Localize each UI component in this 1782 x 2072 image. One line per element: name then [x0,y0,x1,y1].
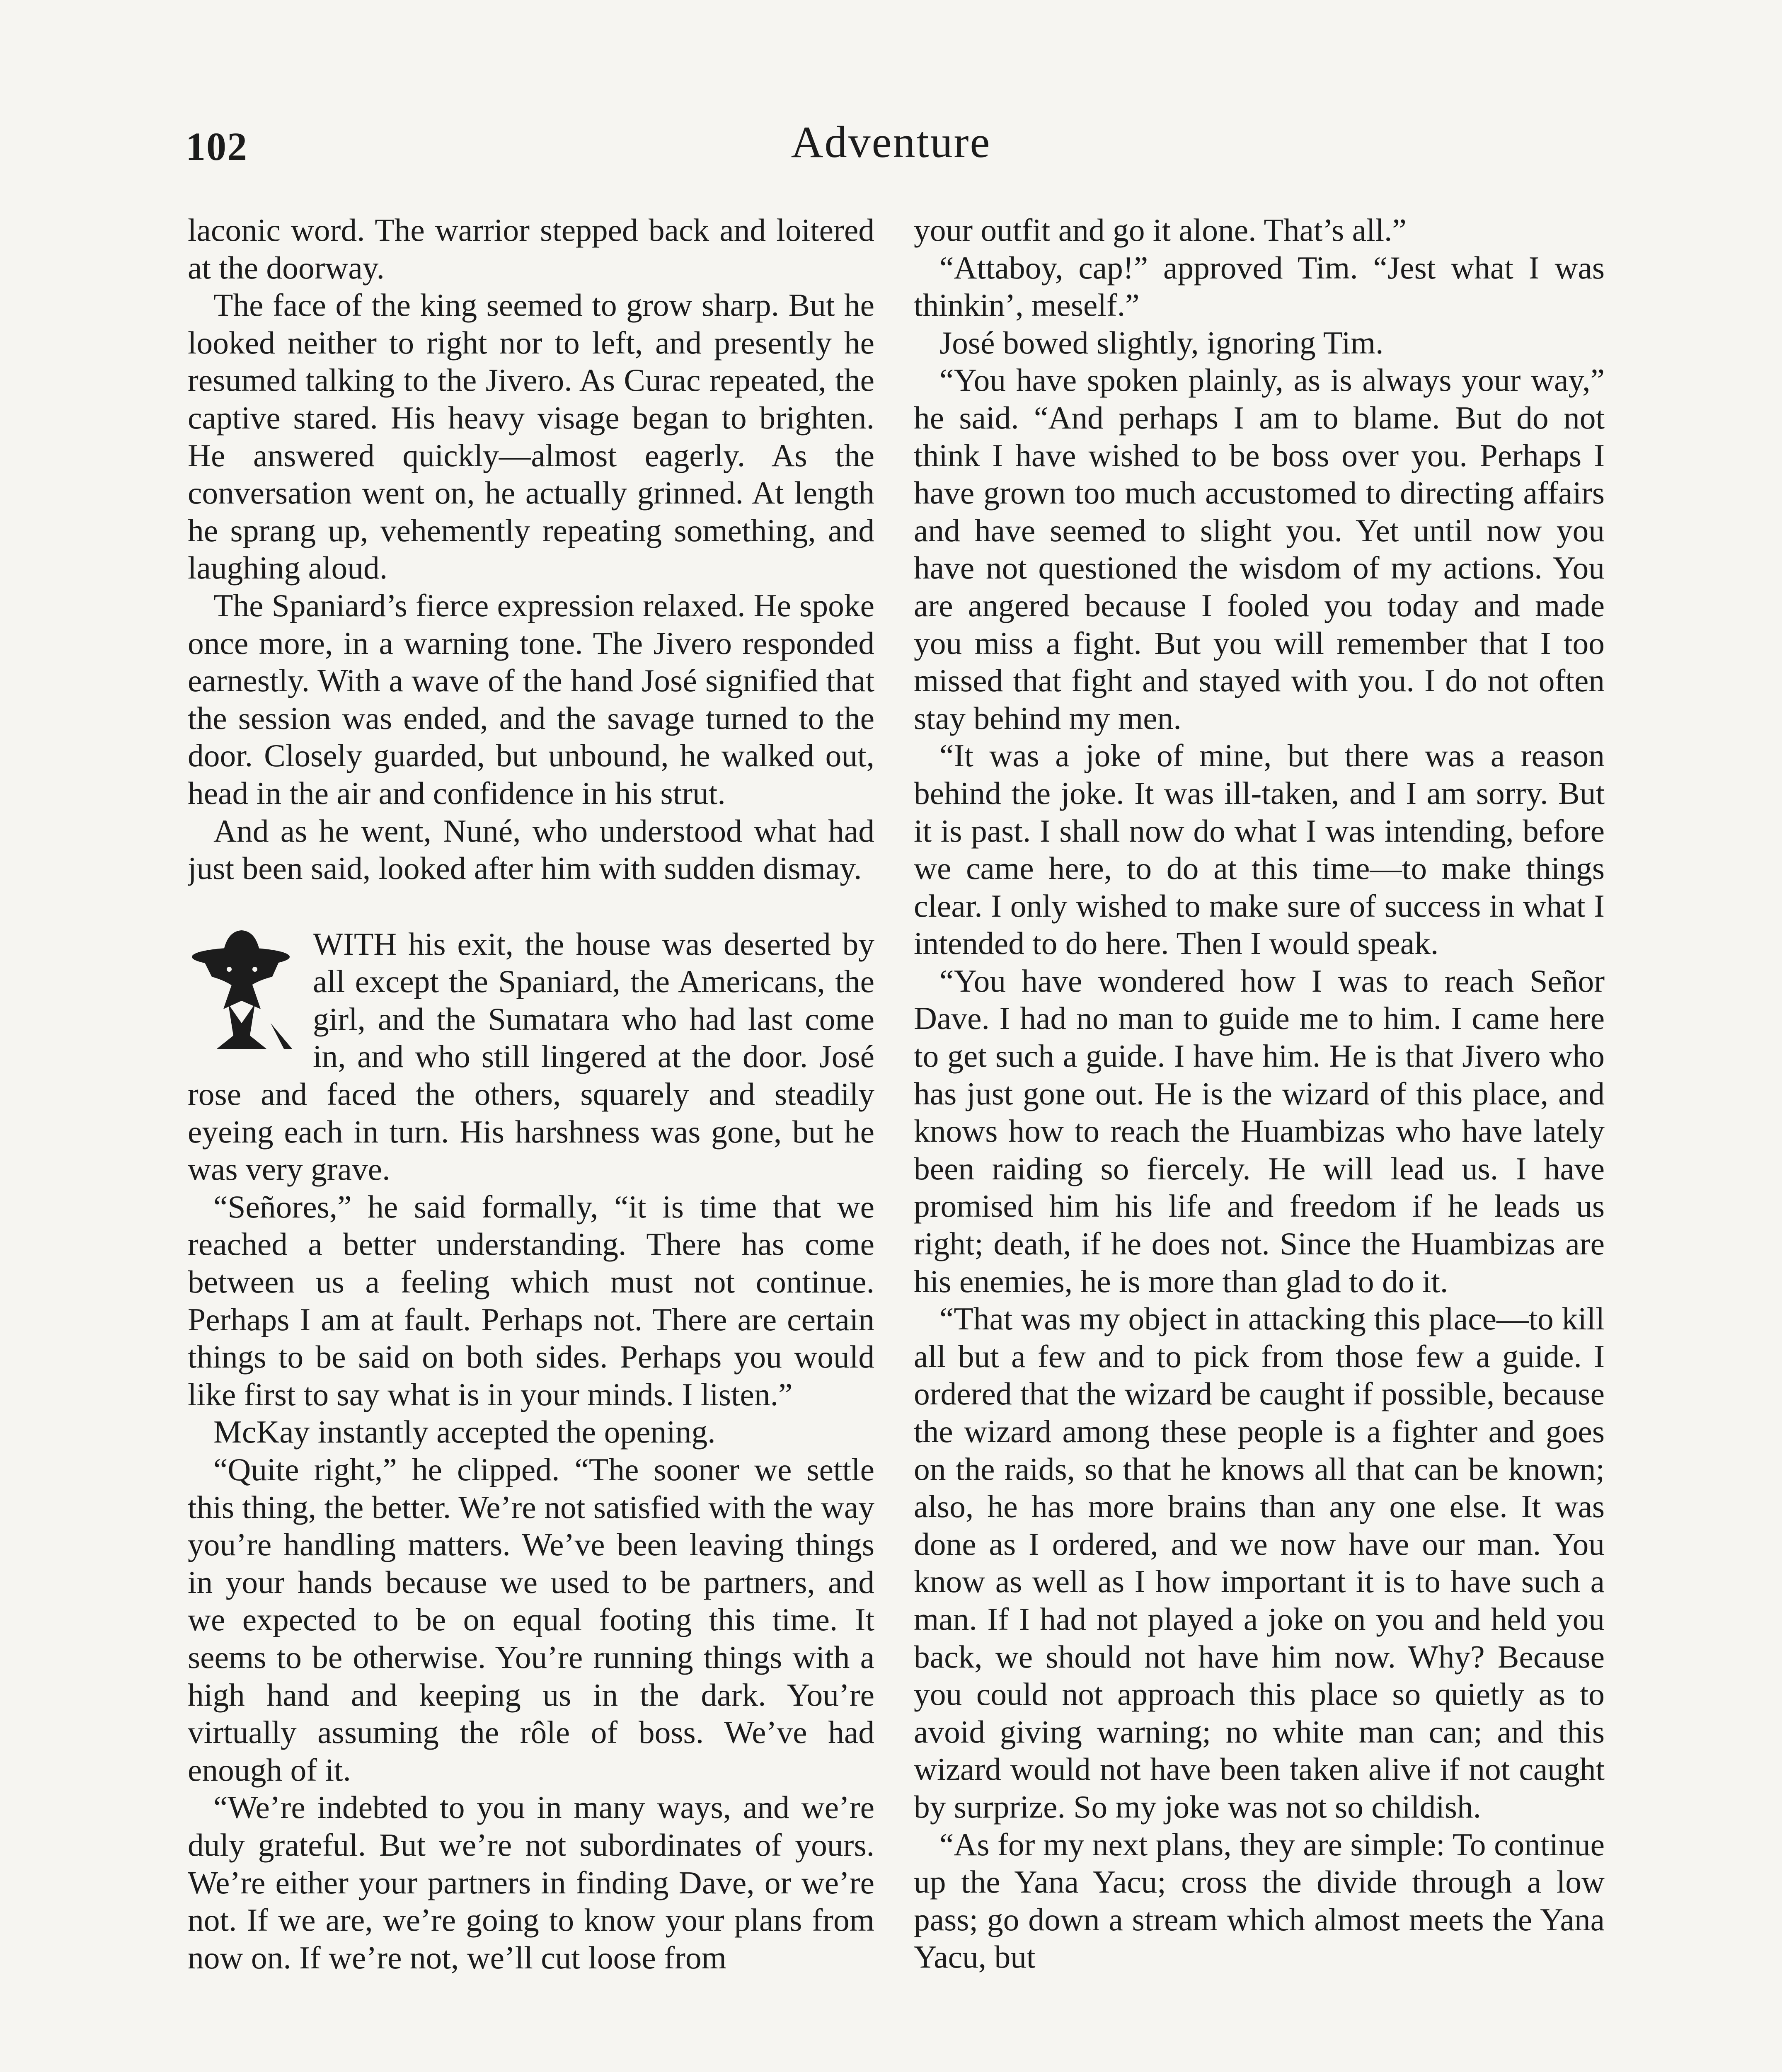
paragraph: “As for my next plans, they are simple: To continue up the Yana Yacu; cross the divide through a low pass; go down a stream which almost meets the Yana Yacu, but [914,1826,1605,1975]
paragraph: laconic word. The warrior stepped back and loitered at the doorway. [188,212,874,286]
sombrero-figure-icon [188,928,296,1052]
left-column [188,211,874,2072]
paragraph: “You have wondered how I was to reach Señor Dave. I had no man to guide me to him. I came here to get such a guide. I have him. He is that Jivero who has just gone out. He is the wizard of this place, and knows how to reach the Huambizas who have lately been raiding so fiercely. He will lead us. I have promised him his life and freedom if he leads us right; death, if he does not. Since the Huambizas are his enemies, he is more than glad to do it. [914,963,1605,1299]
paragraph: “Señores,” he said formally, “it is time that we reached a better understanding. There has come between us a feeling which must not continue. Perhaps I am at fault. Perhaps not. There are certain things to be said on both sides. Perhaps you would like first to say what is in your minds. I listen.” [188,1188,874,1412]
paragraph: McKay instantly accepted the opening. [213,1414,716,1450]
section-paragraph: WITH his exit, the house was deserted by all except the Spaniard, the Americans, the girl, and the Sumatara who had last come in, and who still lingered at the door. José rose and faced the others, squarely and steadily eyeing each in turn. His harshness was gone, but he was very grave. [188,926,874,1187]
paragraph: “Attaboy, cap!” approved Tim. “Jest what I was thinkin’, meself.” [914,249,1605,323]
section-break [188,925,874,1188]
paragraph: “It was a joke of mine, but there was a reason behind the joke. It was ill-taken, and I am sorry. But it is past. I shall now do what I was intending, before we came here, to do at this time—to make things clear. I only wished to make sure of success in what I intended to do here. Then I would speak. [914,738,1605,961]
paragraph: And as he went, Nuné, who understood what had just been said, looked after him with sudden dismay. [188,813,874,886]
paragraph: The Spaniard’s fierce expression relaxed. He spoke once more, in a warning tone. The Jivero responded earnestly. With a wave of the hand José signified that the session was ended, and the savage turned to the door. Closely guarded, but unbound, he walked out, head in the air and confidence in his strut. [188,587,874,811]
paragraph: “That was my object in attacking this place—to kill all but a few and to pick from those few a guide. I ordered that the wizard be caught if possible, because the wizard among these people is a fighter and goes on the raids, so that he knows all that can be known; also, he has more brains than any one else. It was done as I ordered, and we now have our man. You know as well as I how important it is to have such a man. If I had not played a joke on you and held you back, we should not have him now. Why? Because you could not approach this place so quietly as to avoid giving warning; no white man can; and this wizard would not have been taken alive if not caught by surprize. So my joke was not so childish. [914,1301,1605,1825]
running-head: Adventure [791,118,991,167]
paragraph: “Quite right,” he clipped. “The sooner we settle this thing, the better. We’re not satisfied with the way you’re handling matters. We’ve been leaving things in your hands because we used to be partners, and we expected to be on equal footing this time. It seems to be otherwise. You’re running things with a high hand and keeping us in the dark. You’re virtually assuming the rôle of boss. We’ve had enough of it. [188,1452,874,1788]
page-number: 102 [186,124,248,169]
right-column [914,211,1605,2072]
paragraph: José bowed slightly, ignoring Tim. [939,324,1384,361]
paragraph: “We’re indebted to you in many ways, and we’re duly grateful. But we’re not subordinates of yours. We’re either your partners in finding Dave, or we’re not. If we are, we’re going to know your plans from now on. If we’re not, we’ll cut loose from [188,1789,874,1975]
paragraph: “You have spoken plainly, as is always your way,” he said. “And perhaps I am to blame. But do not think I have wished to be boss over you. Perhaps I have grown too much accustomed to directing affairs and have seemed to slight you. Yet until now you have not questioned the wisdom of my actions. You are angered because I fooled you today and made you miss a fight. But you will remember that I too missed that fight and stayed with you. I do not often stay behind my men. [914,362,1605,736]
paragraph: The face of the king seemed to grow sharp. But he looked neither to right nor to left, and presently he resumed talking to the Jivero. As Curac repeated, the captive stared. His heavy visage began to brighten. He answered quickly—almost eagerly. As the conversation went on, he actually grinned. At length he sprang up, vehemently repeating something, and laughing aloud. [188,287,874,586]
paragraph: your outfit and go it alone. That’s all.” [914,212,1407,248]
